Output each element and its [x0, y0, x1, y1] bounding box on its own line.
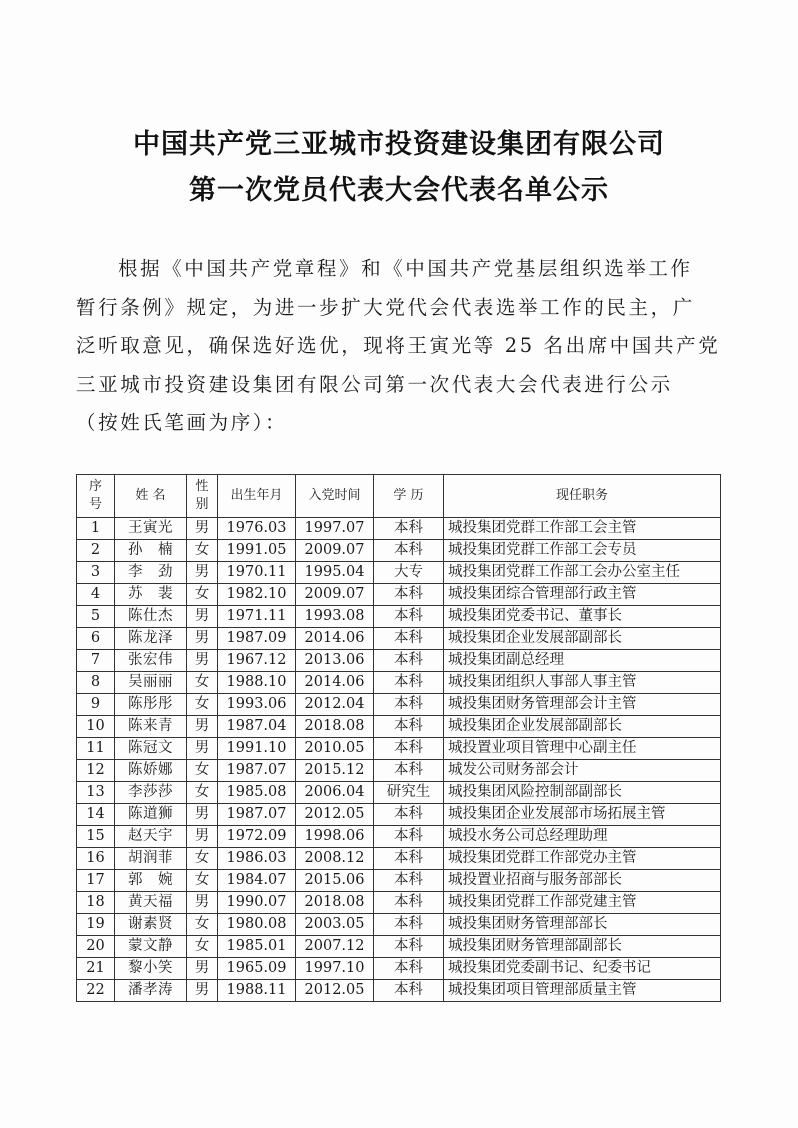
- cell-seq: 21: [77, 958, 115, 980]
- table-row: [77, 870, 721, 892]
- cell-seq: 11: [77, 738, 115, 760]
- table-row: [77, 628, 721, 650]
- table-row: [77, 738, 721, 760]
- cell-gender: 男: [187, 804, 218, 826]
- cell-position: 城投集团综合管理部行政主管: [444, 584, 721, 606]
- cell-birth: 1985.01: [218, 936, 296, 958]
- header-gender: [187, 475, 218, 518]
- cell-birth: 1982.10: [218, 584, 296, 606]
- cell-birth: 1985.08: [218, 782, 296, 804]
- cell-seq: 1: [77, 518, 115, 540]
- intro-paragraph: [76, 250, 726, 443]
- cell-seq: 16: [77, 848, 115, 870]
- table-row: [77, 694, 721, 716]
- cell-seq: 18: [77, 892, 115, 914]
- cell-joined: 1997.07: [296, 518, 374, 540]
- cell-name: 李莎莎: [115, 782, 187, 804]
- header-name: 姓 名: [115, 475, 187, 518]
- cell-birth: 1976.03: [218, 518, 296, 540]
- cell-position: 城投置业招商与服务部部长: [444, 870, 721, 892]
- header-education: 学 历: [374, 475, 444, 518]
- cell-education: 本科: [374, 584, 444, 606]
- cell-seq: 17: [77, 870, 115, 892]
- cell-joined: 2013.06: [296, 650, 374, 672]
- table-row: [77, 848, 721, 870]
- cell-position: 城投集团党群工作部工会专员: [444, 540, 721, 562]
- cell-birth: 1980.08: [218, 914, 296, 936]
- cell-position: 城投集团财务管理部副部长: [444, 936, 721, 958]
- cell-joined: 2018.08: [296, 716, 374, 738]
- cell-seq: 3: [77, 562, 115, 584]
- cell-name: 吴丽丽: [115, 672, 187, 694]
- cell-birth: 1986.03: [218, 848, 296, 870]
- cell-education: 本科: [374, 980, 444, 1002]
- cell-seq: 22: [77, 980, 115, 1002]
- table-row: [77, 606, 721, 628]
- cell-joined: 2015.12: [296, 760, 374, 782]
- cell-position: 城投置业项目管理中心副主任: [444, 738, 721, 760]
- cell-name: 谢素贤: [115, 914, 187, 936]
- cell-name: 陈来青: [115, 716, 187, 738]
- cell-gender: 男: [187, 650, 218, 672]
- cell-education: 本科: [374, 826, 444, 848]
- cell-education: 大专: [374, 562, 444, 584]
- cell-gender: 女: [187, 672, 218, 694]
- table-row: [77, 760, 721, 782]
- table-row: [77, 892, 721, 914]
- cell-gender: 男: [187, 716, 218, 738]
- cell-position: 城投集团党群工作部工会主管: [444, 518, 721, 540]
- table-row: [77, 584, 721, 606]
- cell-seq: 2: [77, 540, 115, 562]
- delegate-table: [76, 474, 721, 1002]
- cell-education: 本科: [374, 804, 444, 826]
- cell-education: 本科: [374, 738, 444, 760]
- cell-joined: 2018.08: [296, 892, 374, 914]
- cell-seq: 12: [77, 760, 115, 782]
- cell-joined: 1995.04: [296, 562, 374, 584]
- document-title-line-2: 第一次党员代表大会代表名单公示: [189, 175, 609, 206]
- cell-birth: 1991.10: [218, 738, 296, 760]
- cell-name: 王寅光: [115, 518, 187, 540]
- header-seq-line-1: 序: [88, 479, 102, 494]
- paragraph-line: （按姓氏笔画为序）：: [76, 411, 288, 434]
- cell-gender: 女: [187, 936, 218, 958]
- cell-joined: 2012.05: [296, 804, 374, 826]
- cell-seq: 14: [77, 804, 115, 826]
- document-title-line-1: 中国共产党三亚城市投资建设集团有限公司: [133, 129, 665, 160]
- cell-seq: 10: [77, 716, 115, 738]
- cell-birth: 1987.04: [218, 716, 296, 738]
- table-row: [77, 672, 721, 694]
- table-row: [77, 936, 721, 958]
- cell-seq: 6: [77, 628, 115, 650]
- header-gender-line-2: 别: [195, 497, 209, 512]
- cell-position: 城投集团副总经理: [444, 650, 721, 672]
- cell-education: 本科: [374, 672, 444, 694]
- cell-education: 本科: [374, 694, 444, 716]
- cell-name: 陈彤彤: [115, 694, 187, 716]
- table-row: [77, 540, 721, 562]
- cell-joined: 2010.05: [296, 738, 374, 760]
- cell-joined: 2012.04: [296, 694, 374, 716]
- cell-birth: 1991.05: [218, 540, 296, 562]
- cell-education: 本科: [374, 870, 444, 892]
- cell-name: 苏 裴: [115, 584, 187, 606]
- cell-joined: 2014.06: [296, 628, 374, 650]
- cell-seq: 4: [77, 584, 115, 606]
- cell-gender: 男: [187, 826, 218, 848]
- table-row: [77, 650, 721, 672]
- cell-education: 本科: [374, 650, 444, 672]
- cell-position: 城投水务公司总经理助理: [444, 826, 721, 848]
- cell-joined: 2003.05: [296, 914, 374, 936]
- cell-education: 本科: [374, 540, 444, 562]
- cell-birth: 1987.07: [218, 760, 296, 782]
- cell-position: 城投集团党委副书记、纪委书记: [444, 958, 721, 980]
- cell-gender: 男: [187, 606, 218, 628]
- cell-position: 城投集团党群工作部党办主管: [444, 848, 721, 870]
- cell-name: 张宏伟: [115, 650, 187, 672]
- cell-position: 城投集团财务管理部会计主管: [444, 694, 721, 716]
- cell-name: 陈娇娜: [115, 760, 187, 782]
- cell-birth: 1970.11: [218, 562, 296, 584]
- cell-name: 陈冠文: [115, 738, 187, 760]
- cell-gender: 女: [187, 782, 218, 804]
- cell-name: 潘孝涛: [115, 980, 187, 1002]
- cell-birth: 1988.11: [218, 980, 296, 1002]
- cell-birth: 1993.06: [218, 694, 296, 716]
- header-joined: 入党时间: [296, 475, 374, 518]
- paragraph-line: 暂行条例》规定，为进一步扩大党代会代表选举工作的民主，广: [76, 295, 695, 319]
- header-position: 现任职务: [444, 475, 721, 518]
- header-seq: [77, 475, 115, 518]
- cell-seq: 8: [77, 672, 115, 694]
- cell-joined: 2009.07: [296, 540, 374, 562]
- cell-education: 本科: [374, 518, 444, 540]
- cell-name: 郭 婉: [115, 870, 187, 892]
- cell-gender: 男: [187, 518, 218, 540]
- cell-birth: 1990.07: [218, 892, 296, 914]
- cell-birth: 1967.12: [218, 650, 296, 672]
- cell-joined: 2012.05: [296, 980, 374, 1002]
- table-row: [77, 826, 721, 848]
- cell-birth: 1965.09: [218, 958, 296, 980]
- cell-position: 城投集团党委书记、董事长: [444, 606, 721, 628]
- cell-birth: 1988.10: [218, 672, 296, 694]
- cell-birth: 1987.07: [218, 804, 296, 826]
- cell-gender: 女: [187, 914, 218, 936]
- table-row: [77, 980, 721, 1002]
- cell-gender: 男: [187, 628, 218, 650]
- cell-name: 陈道狮: [115, 804, 187, 826]
- table-header-row: [77, 475, 721, 518]
- cell-name: 陈仕杰: [115, 606, 187, 628]
- cell-education: 本科: [374, 760, 444, 782]
- cell-seq: 7: [77, 650, 115, 672]
- cell-gender: 男: [187, 980, 218, 1002]
- table-body: [77, 518, 721, 1002]
- cell-position: 城发公司财务部会计: [444, 760, 721, 782]
- cell-position: 城投集团企业发展部副部长: [444, 628, 721, 650]
- table-row: [77, 716, 721, 738]
- cell-joined: 2007.12: [296, 936, 374, 958]
- cell-joined: 2008.12: [296, 848, 374, 870]
- table-row: [77, 782, 721, 804]
- cell-education: 本科: [374, 892, 444, 914]
- paragraph-line: 泛听取意见，确保选好选优，现将王寅光等 25 名出席中国共产党: [76, 334, 721, 357]
- cell-position: 城投集团项目管理部质量主管: [444, 980, 721, 1002]
- cell-name: 孙 楠: [115, 540, 187, 562]
- header-gender-line-1: 性: [195, 479, 209, 494]
- cell-education: 本科: [374, 914, 444, 936]
- table-row: [77, 914, 721, 936]
- cell-gender: 男: [187, 562, 218, 584]
- table-row: [77, 518, 721, 540]
- cell-name: 李 劲: [115, 562, 187, 584]
- paragraph-line: 三亚城市投资建设集团有限公司第一次代表大会代表进行公示: [76, 372, 673, 396]
- cell-position: 城投集团财务管理部部长: [444, 914, 721, 936]
- cell-birth: 1984.07: [218, 870, 296, 892]
- cell-seq: 13: [77, 782, 115, 804]
- cell-joined: 1993.08: [296, 606, 374, 628]
- table-row: [77, 958, 721, 980]
- cell-gender: 女: [187, 584, 218, 606]
- cell-position: 城投集团风险控制部副部长: [444, 782, 721, 804]
- cell-seq: 20: [77, 936, 115, 958]
- cell-joined: 2014.06: [296, 672, 374, 694]
- cell-position: 城投集团党群工作部党建主管: [444, 892, 721, 914]
- cell-position: 城投集团企业发展部市场拓展主管: [444, 804, 721, 826]
- cell-education: 本科: [374, 628, 444, 650]
- cell-gender: 男: [187, 738, 218, 760]
- cell-gender: 女: [187, 870, 218, 892]
- cell-seq: 5: [77, 606, 115, 628]
- cell-seq: 19: [77, 914, 115, 936]
- cell-birth: 1972.09: [218, 826, 296, 848]
- cell-position: 城投集团组织人事部人事主管: [444, 672, 721, 694]
- cell-joined: 2009.07: [296, 584, 374, 606]
- cell-name: 黄天福: [115, 892, 187, 914]
- cell-joined: 1998.06: [296, 826, 374, 848]
- cell-education: 本科: [374, 848, 444, 870]
- cell-gender: 女: [187, 694, 218, 716]
- cell-name: 赵天宇: [115, 826, 187, 848]
- cell-birth: 1987.09: [218, 628, 296, 650]
- table-row: [77, 562, 721, 584]
- cell-name: 陈龙泽: [115, 628, 187, 650]
- cell-gender: 女: [187, 848, 218, 870]
- cell-joined: 2006.04: [296, 782, 374, 804]
- cell-education: 研究生: [374, 782, 444, 804]
- cell-name: 黎小笑: [115, 958, 187, 980]
- cell-joined: 2015.06: [296, 870, 374, 892]
- cell-birth: 1971.11: [218, 606, 296, 628]
- cell-gender: 男: [187, 958, 218, 980]
- cell-education: 本科: [374, 716, 444, 738]
- cell-education: 本科: [374, 936, 444, 958]
- cell-name: 胡润菲: [115, 848, 187, 870]
- cell-name: 蒙文静: [115, 936, 187, 958]
- cell-gender: 女: [187, 540, 218, 562]
- cell-education: 本科: [374, 958, 444, 980]
- cell-gender: 男: [187, 892, 218, 914]
- paragraph-line: 根据《中国共产党章程》和《中国共产党基层组织选举工作: [118, 257, 693, 280]
- header-seq-line-2: 号: [88, 497, 102, 512]
- cell-seq: 15: [77, 826, 115, 848]
- cell-seq: 9: [77, 694, 115, 716]
- table-row: [77, 804, 721, 826]
- cell-education: 本科: [374, 606, 444, 628]
- cell-position: 城投集团企业发展部副部长: [444, 716, 721, 738]
- cell-gender: 女: [187, 760, 218, 782]
- header-birth: 出生年月: [218, 475, 296, 518]
- cell-position: 城投集团党群工作部工会办公室主任: [444, 562, 721, 584]
- cell-joined: 1997.10: [296, 958, 374, 980]
